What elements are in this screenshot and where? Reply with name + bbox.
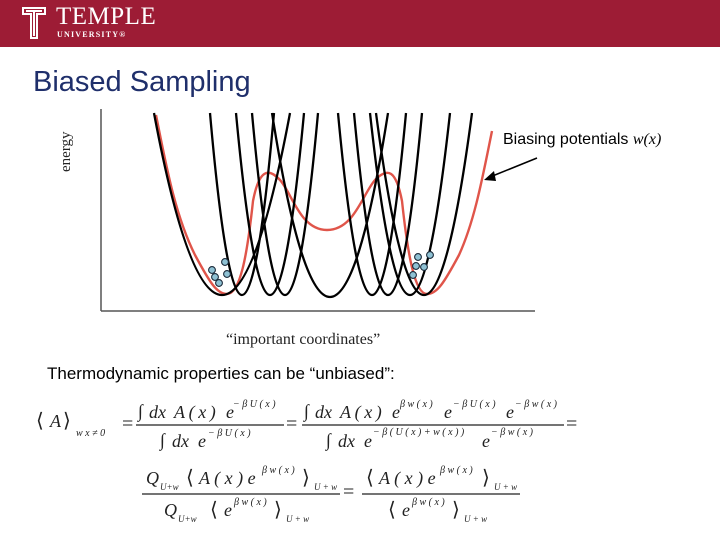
bias-curve-1 <box>154 113 290 295</box>
eq-equals-1: = <box>122 413 134 435</box>
eq-exp-bw-1: β w ( x ) <box>262 465 295 476</box>
unbiasing-equation <box>36 392 596 532</box>
eq-equals-4: = <box>343 481 355 503</box>
logo-subtitle: UNIVERSITY® <box>57 30 127 39</box>
eq-int-2: ∫ <box>160 430 165 450</box>
temple-t-logo-icon <box>22 7 46 39</box>
label-text: Biasing potentials <box>503 131 633 148</box>
eq-equals-2: = <box>286 413 298 435</box>
eq-exp-6: − β w ( x ) <box>491 427 533 438</box>
eq-sub-3: U + w <box>494 482 518 492</box>
eq-dx-1: dx <box>149 402 166 422</box>
eq-e-7: e <box>482 431 490 451</box>
eq-equals-3: = <box>566 413 578 435</box>
eq-ax-2: A ( x ) <box>340 402 382 422</box>
eq-close-3: ⟩ <box>482 467 490 489</box>
eq-ax-1: A ( x ) <box>174 402 216 422</box>
eq-open-1: ⟨ <box>186 467 194 489</box>
eq-int-3: ∫ <box>304 401 309 421</box>
biasing-potentials-label <box>503 131 661 149</box>
eq-e-3: e <box>392 402 400 422</box>
eq-exp-bw-3: β w ( x ) <box>440 465 473 476</box>
header-bar <box>0 0 720 47</box>
eq-exp-5: − β ( U ( x ) + w ( x ) ) <box>373 427 465 438</box>
particle <box>224 271 231 278</box>
particle <box>212 274 219 281</box>
eq-q-1: Q <box>146 468 159 488</box>
eq-axe-1: A ( x ) e <box>199 468 256 488</box>
x-axis-label: “important coordinates” <box>226 331 381 348</box>
eq-exp-bw-2: β w ( x ) <box>234 497 267 508</box>
eq-dx-4: dx <box>338 431 355 451</box>
eq-q-sub-1: U+w <box>160 482 179 492</box>
eq-sub-1: U + w <box>314 482 338 492</box>
eq-exp-1: − β U ( x ) <box>233 399 276 410</box>
label-arrow <box>490 158 537 177</box>
eq-open-3: ⟨ <box>366 467 374 489</box>
eq-lhs-close: ⟩ <box>63 410 71 432</box>
eq-lhs-open: ⟨ <box>36 410 44 432</box>
slide-title: Biased Sampling <box>33 66 251 98</box>
eq-exp-bw-4: β w ( x ) <box>412 497 445 508</box>
eq-open-2: ⟨ <box>210 499 218 521</box>
logo-wordmark: TEMPLE <box>56 3 157 30</box>
eq-close-2: ⟩ <box>274 499 282 521</box>
eq-e-9: e <box>402 500 410 520</box>
particle <box>421 264 428 271</box>
bias-curve-8 <box>370 113 450 295</box>
eq-close-1: ⟩ <box>302 467 310 489</box>
biasing-potentials-figure <box>70 105 570 325</box>
particle <box>415 254 422 261</box>
eq-q-sub-2: U+w <box>178 514 197 524</box>
eq-sub-2: U + w <box>286 514 310 524</box>
eq-lhs-a: A <box>50 411 61 431</box>
eq-dx-2: dx <box>172 431 189 451</box>
particle <box>216 280 223 287</box>
eq-int-4: ∫ <box>326 430 331 450</box>
eq-exp-3: − β U ( x ) <box>453 399 496 410</box>
particle <box>413 263 420 270</box>
eq-exp-4: − β w ( x ) <box>515 399 557 410</box>
eq-axe-2: A ( x ) e <box>379 468 436 488</box>
eq-e-8: e <box>224 500 232 520</box>
eq-dx-3: dx <box>315 402 332 422</box>
body-text: Thermodynamic properties can be “unbiased”: <box>47 364 395 383</box>
particle <box>410 272 417 279</box>
eq-e-5: e <box>506 402 514 422</box>
eq-open-4: ⟨ <box>388 499 396 521</box>
particle <box>209 267 216 274</box>
eq-exp-2: − β U ( x ) <box>208 428 251 439</box>
eq-close-4: ⟩ <box>452 499 460 521</box>
particle <box>222 259 229 266</box>
eq-e-1: e <box>226 402 234 422</box>
eq-e-4: e <box>444 402 452 422</box>
y-axis-label: energy <box>58 131 74 172</box>
eq-q-2: Q <box>164 500 177 520</box>
label-math: w(x) <box>632 131 662 148</box>
eq-lhs-sub: w x ≠ 0 <box>76 428 106 439</box>
eq-exp-w-1: β w ( x ) <box>400 399 433 410</box>
arrow-head-icon <box>484 171 496 181</box>
particle <box>427 252 434 259</box>
energy-curve <box>156 115 492 294</box>
eq-int-1: ∫ <box>138 401 143 421</box>
eq-e-2: e <box>198 431 206 451</box>
bias-curve-5 <box>272 113 388 297</box>
eq-e-6: e <box>364 431 372 451</box>
eq-sub-4: U + w <box>464 514 488 524</box>
